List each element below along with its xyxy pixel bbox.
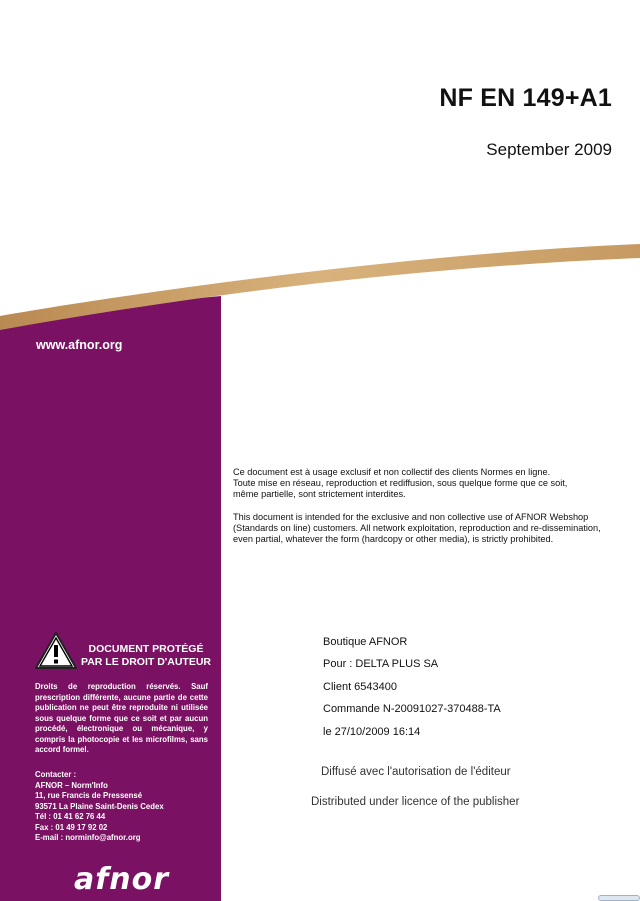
notice-line: Ce document est à usage exclusif et non collectif des clients Normes en ligne. xyxy=(233,467,551,477)
contact-line: Fax : 01 49 17 92 02 xyxy=(35,822,108,832)
client-number: Client 6543400 xyxy=(323,681,398,693)
publication-date: September 2009 xyxy=(486,140,612,159)
rights-paragraph: Droits de reproduction réservés. Sauf prescription différente, aucune partie de cette publication ne peut être reproduite ni utilisée sous quelque forme que ce soit et par aucun procédé, électronique ou mécanique, y compris la photocopie et les microfilms, sans accord formel. xyxy=(35,682,208,754)
notice-line: (Standards on line) customers. All network exploitation, reproduction and re-dissemination, xyxy=(233,523,601,533)
protect-title-line2: PAR LE DROIT D'AUTEUR xyxy=(80,656,212,668)
contact-line: Contacter : xyxy=(35,770,77,779)
page-corner-scrollbar[interactable] xyxy=(598,895,640,901)
distribution-notice-fr: Diffusé avec l'autorisation de l'éditeur xyxy=(321,766,511,778)
website-url[interactable]: www.afnor.org xyxy=(36,338,123,352)
copyright-protection-title xyxy=(76,643,216,669)
contact-line: Tél : 01 41 62 76 44 xyxy=(35,812,106,821)
customer-name: Pour : DELTA PLUS SA xyxy=(323,658,439,670)
usage-notice-en xyxy=(233,512,638,545)
distribution-notice-en: Distributed under licence of the publisher xyxy=(311,796,520,808)
protect-title-line1: DOCUMENT PROTÉGÉ xyxy=(88,643,204,655)
shop-name: Boutique AFNOR xyxy=(323,636,408,648)
reproduction-rights-text xyxy=(35,682,208,756)
notice-line: This document is intended for the exclusive and non collective use of AFNOR Webshop xyxy=(233,512,589,522)
order-timestamp: le 27/10/2009 16:14 xyxy=(323,726,421,738)
notice-line: even partial, whatever the form (hardcopy or other media), is strictly prohibited. xyxy=(233,534,554,544)
contact-email[interactable]: E-mail : norminfo@afnor.org xyxy=(35,833,141,842)
contact-line: 93571 La Plaine Saint-Denis Cedex xyxy=(35,801,164,811)
warning-triangle-icon xyxy=(34,631,78,671)
contact-block xyxy=(35,770,164,844)
contact-line: 11, rue Francis de Pressensé xyxy=(35,791,143,800)
contact-line: AFNOR – Norm'Info xyxy=(35,780,108,790)
usage-notice-fr xyxy=(233,467,633,500)
order-number: Commande N-20091027-370488-TA xyxy=(323,703,501,715)
notice-line: même partielle, sont strictement interdites. xyxy=(233,489,406,499)
standard-title: NF EN 149+A1 xyxy=(439,84,612,112)
notice-line: Toute mise en réseau, reproduction et rediffusion, sous quelque forme que ce soit, xyxy=(233,478,568,488)
afnor-logo: afnor xyxy=(74,862,170,897)
